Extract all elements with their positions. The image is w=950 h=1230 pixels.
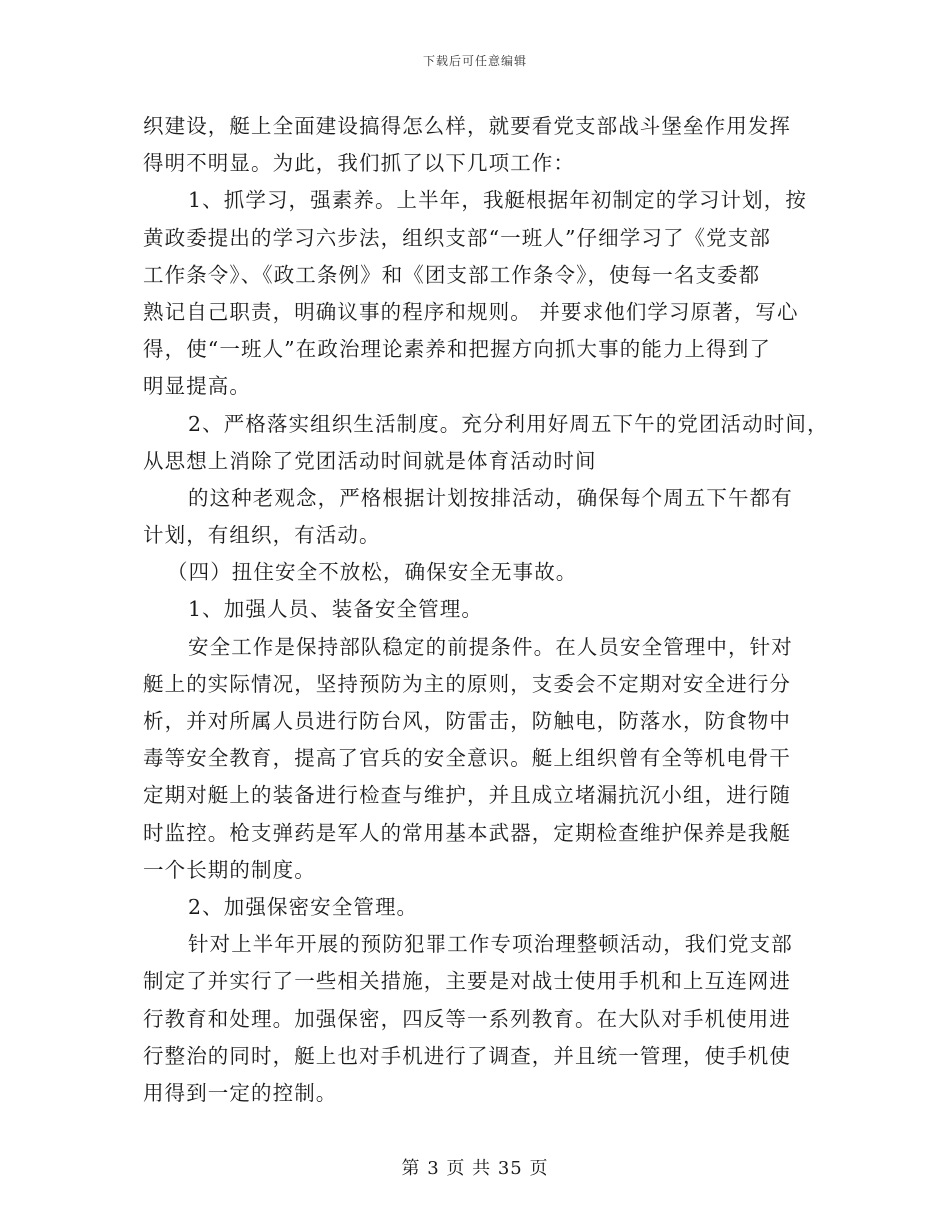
subsection-heading: 2、加强保密安全管理。 <box>188 894 419 919</box>
text-line: 的这种老观念，严格根据计划按排活动，确保每个周五下午都有 <box>188 485 793 510</box>
text-line: 明显提高。 <box>143 374 251 399</box>
subsection-heading: 1、加强人员、装备安全管理。 <box>188 597 483 622</box>
text-line: 行教育和处理。加强保密，四反等一系列教育。在大队对手机使用进 <box>143 1006 791 1031</box>
text-line: 安全工作是保持部队稳定的前提条件。在人员安全管理中，针对 <box>188 634 793 659</box>
section-heading: （四）扭住安全不放松，确保安全无事故。 <box>167 560 578 585</box>
text-line: 计划，有组织，有活动。 <box>143 523 381 548</box>
text-line: 针对上半年开展的预防犯罪工作专项治理整顿活动，我们党支部 <box>188 932 793 957</box>
text-line: 从思想上消除了党团活动时间就是体育活动时间 <box>143 448 597 473</box>
text-line: 黄政委提出的学习六步法，组织支部“一班人”仔细学习了《党支部 <box>143 225 771 250</box>
text-line: 时监控。枪支弹药是军人的常用基本武器，定期检查维护保养是我艇 <box>143 820 791 845</box>
text-line: 2、严格落实组织生活制度。充分利用好周五下午的党团活动时间， <box>188 411 829 436</box>
text-line: 毒等安全教育，提高了官兵的安全意识。艇上组织曾有全等机电骨干 <box>143 746 791 771</box>
body-text <box>143 108 829 1112</box>
text-line: 定期对艇上的装备进行检查与维护，并且成立堵漏抗沉小组，进行随 <box>143 783 791 808</box>
text-line: 析，并对所属人员进行防台风，防雷击，防触电，防落水，防食物中 <box>143 709 791 733</box>
page-number-label: 第 3 页 共 35 页 <box>401 1158 549 1179</box>
text-line: 用得到一定的控制。 <box>143 1080 338 1105</box>
text-line: 得明不明显。为此，我们抓了以下几项工作： <box>143 151 575 176</box>
text-line: 织建设，艇上全面建设搞得怎么样，就要看党支部战斗堡垒作用发挥 <box>143 114 791 138</box>
text-line: 工作条令》、《政工条例》和《团支部工作条令》，使每一名支委都 <box>143 262 761 287</box>
text-line: 制定了并实行了一些相关措施，主要是对战士使用手机和上互连网进 <box>143 969 791 994</box>
page-header-note: 下载后可任意编辑 <box>422 54 527 68</box>
text-line: 熟记自己职责，明确议事的程序和规则。 并要求他们学习原著，写心 <box>143 299 799 324</box>
text-line: 1、抓学习，强素养。上半年，我艇根据年初制定的学习计划，按 <box>188 188 807 213</box>
text-line: 艇上的实际情况，坚持预防为主的原则，支委会不定期对安全进行分 <box>143 671 791 696</box>
page-number-footer <box>0 1154 950 1180</box>
text-line: 得，使“一班人”在政治理论素养和把握方向抓大事的能力上得到了 <box>143 337 771 362</box>
text-line: 行整治的同时，艇上也对手机进行了调查，并且统一管理，使手机使 <box>143 1043 791 1068</box>
text-line: 一个长期的制度。 <box>143 857 316 882</box>
